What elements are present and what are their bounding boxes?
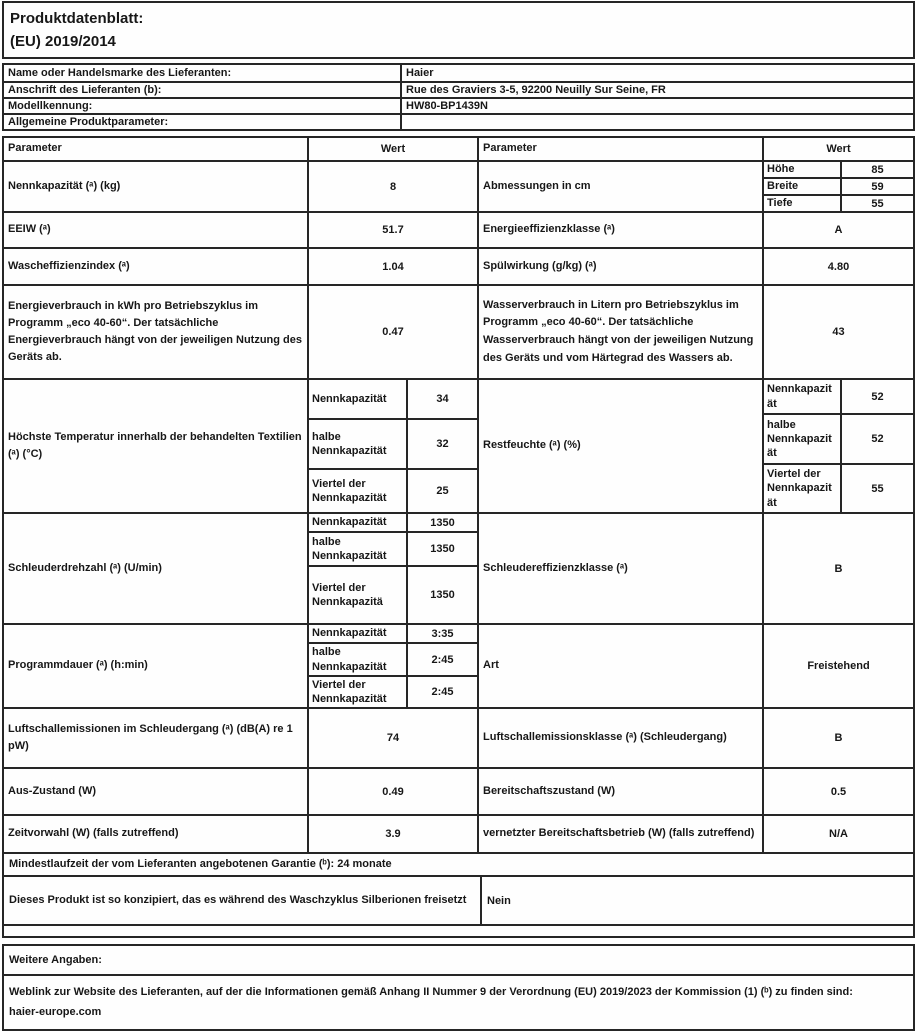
param-cell: Programmdauer (ᵃ) (h:min) [8, 659, 148, 672]
value-cell: B [762, 709, 913, 767]
sub-value: 55 [840, 465, 913, 512]
table-header-row [4, 138, 913, 160]
sub-value: 55 [840, 196, 913, 211]
value-cell: Freistehend [762, 625, 913, 707]
sub-label: halbe Nennkapazität [312, 646, 387, 673]
title-box [2, 1, 915, 59]
empty-cell [4, 926, 913, 936]
sub-label: Tiefe [767, 197, 793, 210]
sub-label: Viertel der Nennkapazität [767, 468, 832, 509]
supplier-address-label: Anschrift des Lieferanten (b): [4, 83, 402, 97]
sub-label: Breite [767, 180, 799, 193]
param-cell: Luftschallemissionen im Schleudergang (ᵃ) (dB(A) re 1 pW) [8, 722, 293, 752]
sub-label: Nennkapazität [312, 516, 387, 529]
param-cell: Luftschallemissionsklasse (ᵃ) (Schleudergang) [477, 709, 762, 767]
sub-value: 52 [840, 415, 913, 463]
param-cell: Zeitvorwahl (W) (falls zutreffend) [8, 827, 179, 840]
sub-label: Viertel der Nennkapazität [312, 678, 387, 705]
value-cell: 8 [307, 162, 477, 211]
value-cell: 4.80 [762, 249, 913, 284]
sub-row [309, 380, 477, 418]
sub-value: 59 [840, 179, 913, 194]
sub-row [309, 642, 477, 675]
sub-label: Nennkapazität [312, 392, 387, 405]
supplier-address-value: Rue des Graviers 3-5, 92200 Neuilly Sur Seine, FR [406, 84, 666, 96]
sub-row [309, 675, 477, 707]
sub-table [307, 380, 477, 512]
sub-row [764, 162, 913, 177]
param-cell: Wasserverbrauch in Litern pro Betriebszyklus im Programm „eco 40-60“. Der tatsächliche Wasserverbrauch hängt von der jeweiligen Nutzung des Geräts und vom Härtegrad des Wassers ab. [477, 286, 762, 378]
param-cell: Energieverbrauch in kWh pro Betriebszyklus im Programm „eco 40-60“. Der tatsächliche Energieverbrauch hängt von der jeweiligen Nutzung des Geräts ab. [8, 299, 302, 364]
sub-label: Viertel der Nennkapazitä [312, 581, 383, 608]
param-cell: Schleuderdrehzahl (ᵃ) (U/min) [8, 561, 162, 574]
supplier-name-value: Haier [406, 67, 434, 79]
param-cell: Aus-Zustand (W) [8, 784, 96, 797]
value-cell: 3.9 [307, 816, 477, 852]
header-parameter-right: Parameter [477, 138, 762, 160]
silberionen-label: Dieses Produkt ist so konzipiert, das es während des Waschzyklus Silberionen freisetzt [4, 877, 482, 924]
row-energieverbrauch-wasserverbrauch [4, 284, 913, 378]
row-aus-zustand-bereitschaftszustand [4, 767, 913, 814]
sub-table [762, 380, 913, 512]
header-wert-right: Wert [762, 138, 913, 160]
row-schleuderdrehzahl-schleudereffizienzklasse [4, 512, 913, 623]
weitere-angaben-box [2, 944, 915, 1031]
weitere-angaben-row [4, 946, 913, 974]
doc-subtitle: (EU) 2019/2014 [10, 32, 116, 50]
value-cell: 43 [762, 286, 913, 378]
sub-value: 34 [406, 380, 477, 418]
sub-table [307, 514, 477, 623]
product-datasheet [2, 1, 915, 1031]
param-cell: Bereitschaftszustand (W) [477, 769, 762, 814]
supplier-info-table [2, 63, 915, 131]
value-cell: 74 [307, 709, 477, 767]
silberionen-value: Nein [487, 894, 511, 907]
param-cell: Nennkapazität (ᵃ) (kg) [8, 179, 121, 192]
weitere-angaben-label: Weitere Angaben: [9, 954, 102, 966]
header-wert-left: Wert [307, 138, 477, 160]
sub-value: 1350 [406, 533, 477, 565]
param-cell: Schleudereffizienzklasse (ᵃ) [477, 514, 762, 623]
general-parameters-label: Allgemeine Produktparameter: [4, 115, 402, 129]
param-cell: Höchste Temperatur innerhalb der behandelten Textilien (ᵃ) (°C) [8, 430, 302, 460]
sub-value: 1350 [406, 514, 477, 531]
row-zeitvorwahl-vernetzter-bereitschaftsbetrieb [4, 814, 913, 852]
value-cell: 1.04 [307, 249, 477, 284]
weblink-url: haier-europe.com [9, 1005, 102, 1018]
weblink-row [4, 974, 913, 1029]
general-parameters-row [4, 113, 913, 129]
sub-value: 32 [406, 420, 477, 468]
model-id-row [4, 97, 913, 113]
sub-row [764, 194, 913, 211]
sub-label: Nennkapazität [767, 383, 832, 410]
param-cell: Spülwirkung (g/kg) (ᵃ) [477, 249, 762, 284]
row-hoechste-temperatur-restfeuchte [4, 378, 913, 512]
supplier-name-row [4, 65, 913, 81]
sub-label: Viertel der Nennkapazität [312, 477, 387, 504]
sub-row [764, 177, 913, 194]
sub-label: halbe Nennkapazität [767, 418, 832, 460]
param-cell: Energieeffizienzklasse (ᵃ) [477, 213, 762, 247]
sub-label: Nennkapazität [312, 627, 387, 640]
sub-row [764, 463, 913, 512]
doc-title: Produktdatenblatt: [10, 10, 144, 28]
value-cell: 0.47 [307, 286, 477, 378]
sub-label: Höhe [767, 163, 795, 176]
sub-row [309, 531, 477, 565]
sub-value: 52 [840, 380, 913, 413]
sub-value: 3:35 [406, 625, 477, 642]
value-cell: 51.7 [307, 213, 477, 247]
sub-row [764, 380, 913, 413]
weblink-text: Weblink zur Website des Lieferanten, auf der die Informationen gemäß Anhang II Nummer 9 der Verordnung (EU) 2019/2023 der Kommission (1) (ᵇ) zu finden sind: [9, 986, 853, 999]
param-cell: Wascheffizienzindex (ᵃ) [8, 259, 130, 272]
value-cell: 0.5 [762, 769, 913, 814]
sub-table [307, 625, 477, 707]
sub-label: halbe Nennkapazität [312, 535, 387, 562]
header-parameter-left: Parameter [8, 142, 62, 155]
value-cell: N/A [762, 816, 913, 852]
row-luftschallemissionen [4, 707, 913, 767]
parameters-table [2, 136, 915, 938]
sub-row [309, 565, 477, 623]
general-parameters-value [402, 115, 913, 129]
value-cell: B [762, 514, 913, 623]
sub-row [309, 418, 477, 468]
sub-label: halbe Nennkapazität [312, 430, 387, 457]
param-cell: EEIW (ᵃ) [8, 223, 51, 236]
value-cell: A [762, 213, 913, 247]
row-nennkapazitaet-abmessungen [4, 160, 913, 211]
supplier-address-row [4, 81, 913, 97]
param-cell: Abmessungen in cm [477, 162, 762, 211]
supplier-name-label: Name oder Handelsmarke des Lieferanten: [4, 65, 402, 81]
empty-row [4, 924, 913, 936]
row-silberionen [4, 875, 913, 924]
model-id-value: HW80-BP1439N [406, 100, 488, 112]
row-wascheffizienzindex-spuelwirkung [4, 247, 913, 284]
sub-row [309, 625, 477, 642]
param-cell: Art [477, 625, 762, 707]
sub-row [309, 514, 477, 531]
garantie-text: Mindestlaufzeit der vom Lieferanten angebotenen Garantie (ᵇ): 24 monate [9, 858, 392, 871]
sub-row [309, 468, 477, 512]
sub-table [762, 162, 913, 211]
sub-value: 2:45 [406, 677, 477, 707]
row-eeiw-energieeffizienzklasse [4, 211, 913, 247]
value-cell: 0.49 [307, 769, 477, 814]
row-programmdauer-art [4, 623, 913, 707]
param-cell: vernetzter Bereitschaftsbetrieb (W) (falls zutreffend) [477, 816, 762, 852]
sub-value: 25 [406, 470, 477, 512]
model-id-label: Modellkennung: [4, 99, 402, 113]
sub-value: 1350 [406, 567, 477, 623]
sub-row [764, 413, 913, 463]
row-garantie [4, 852, 913, 875]
sub-value: 85 [840, 162, 913, 177]
param-cell: Restfeuchte (ᵃ) (%) [477, 380, 762, 512]
sub-value: 2:45 [406, 644, 477, 675]
